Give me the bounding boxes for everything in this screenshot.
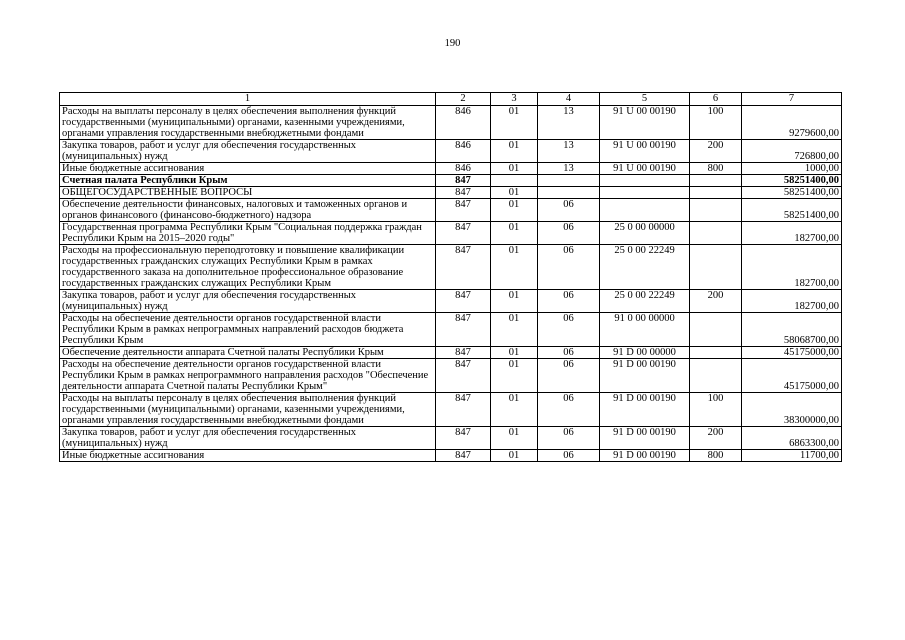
column-number: 5 (600, 93, 690, 106)
table-row (60, 313, 842, 347)
cell-csr: 91 0 00 00000 (600, 313, 690, 347)
cell-grbs: 846 (436, 163, 491, 175)
cell-grbs: 847 (436, 359, 491, 393)
cell-grbs: 847 (436, 427, 491, 450)
cell-pr: 06 (538, 393, 600, 427)
table-row (60, 393, 842, 427)
cell-amount: 58251400,00 (742, 175, 842, 187)
cell-pr (538, 187, 600, 199)
cell-pr: 06 (538, 450, 600, 462)
cell-rz: 01 (491, 140, 538, 163)
cell-rz: 01 (491, 427, 538, 450)
cell-vr: 200 (690, 427, 742, 450)
cell-amount: 1000,00 (742, 163, 842, 175)
table-row (60, 175, 842, 187)
cell-amount: 58251400,00 (742, 187, 842, 199)
cell-rz: 01 (491, 393, 538, 427)
cell-csr (600, 187, 690, 199)
cell-pr (538, 175, 600, 187)
cell-amount: 45175000,00 (742, 347, 842, 359)
cell-name: Закупка товаров, работ и услуг для обеспечения государственных (муниципальных) нужд (60, 427, 436, 450)
cell-grbs: 847 (436, 290, 491, 313)
cell-vr (690, 245, 742, 290)
cell-rz: 01 (491, 290, 538, 313)
cell-grbs: 847 (436, 393, 491, 427)
cell-pr: 13 (538, 106, 600, 140)
cell-csr: 91 U 00 00190 (600, 140, 690, 163)
budget-table (59, 92, 842, 462)
cell-name: ОБЩЕГОСУДАРСТВЕННЫЕ ВОПРОСЫ (60, 187, 436, 199)
cell-pr: 06 (538, 222, 600, 245)
cell-amount: 6863300,00 (742, 427, 842, 450)
cell-vr (690, 222, 742, 245)
cell-name: Счетная палата Республики Крым (60, 175, 436, 187)
cell-rz: 01 (491, 163, 538, 175)
page-number: 190 (444, 38, 461, 49)
table-row (60, 245, 842, 290)
table-row (60, 187, 842, 199)
cell-name: Расходы на выплаты персоналу в целях обеспечения выполнения функций государственными (муниципальными) органами, казенными учреждениями, органами управления государственными внебюджетными фондами (60, 106, 436, 140)
cell-csr: 25 0 00 00000 (600, 222, 690, 245)
cell-csr: 25 0 00 22249 (600, 290, 690, 313)
cell-amount: 11700,00 (742, 450, 842, 462)
cell-pr: 06 (538, 427, 600, 450)
cell-grbs: 847 (436, 175, 491, 187)
column-number: 2 (436, 93, 491, 106)
cell-vr: 200 (690, 140, 742, 163)
cell-amount: 58068700,00 (742, 313, 842, 347)
cell-grbs: 847 (436, 199, 491, 222)
cell-rz: 01 (491, 347, 538, 359)
column-number: 3 (491, 93, 538, 106)
table-row (60, 222, 842, 245)
cell-amount: 9279600,00 (742, 106, 842, 140)
column-number: 1 (60, 93, 436, 106)
table-row (60, 140, 842, 163)
cell-csr: 91 D 00 00000 (600, 347, 690, 359)
cell-rz (491, 175, 538, 187)
cell-amount: 58251400,00 (742, 199, 842, 222)
cell-grbs: 847 (436, 313, 491, 347)
column-number: 4 (538, 93, 600, 106)
table-row (60, 163, 842, 175)
table-row (60, 290, 842, 313)
cell-amount: 182700,00 (742, 245, 842, 290)
table-row (60, 427, 842, 450)
cell-amount: 38300000,00 (742, 393, 842, 427)
cell-rz: 01 (491, 313, 538, 347)
cell-pr: 06 (538, 290, 600, 313)
cell-vr (690, 347, 742, 359)
table-row (60, 347, 842, 359)
column-number: 7 (742, 93, 842, 106)
cell-csr: 91 U 00 00190 (600, 106, 690, 140)
cell-vr (690, 359, 742, 393)
cell-pr: 06 (538, 313, 600, 347)
cell-pr: 06 (538, 359, 600, 393)
cell-pr: 06 (538, 245, 600, 290)
cell-csr: 91 U 00 00190 (600, 163, 690, 175)
cell-rz: 01 (491, 187, 538, 199)
cell-csr: 91 D 00 00190 (600, 359, 690, 393)
cell-grbs: 847 (436, 347, 491, 359)
cell-pr: 06 (538, 347, 600, 359)
cell-grbs: 847 (436, 245, 491, 290)
column-number: 6 (690, 93, 742, 106)
table-body (60, 106, 842, 462)
cell-vr: 200 (690, 290, 742, 313)
cell-grbs: 847 (436, 222, 491, 245)
cell-pr: 13 (538, 140, 600, 163)
cell-csr: 25 0 00 22249 (600, 245, 690, 290)
table-row (60, 106, 842, 140)
cell-rz: 01 (491, 245, 538, 290)
cell-vr (690, 313, 742, 347)
cell-csr: 91 D 00 00190 (600, 427, 690, 450)
cell-name: Государственная программа Республики Крым "Социальная поддержка граждан Республики Крым на 2015–2020 годы" (60, 222, 436, 245)
cell-vr: 800 (690, 450, 742, 462)
table-row (60, 199, 842, 222)
cell-grbs: 846 (436, 106, 491, 140)
cell-amount: 45175000,00 (742, 359, 842, 393)
column-number-row (60, 93, 842, 106)
cell-vr: 800 (690, 163, 742, 175)
cell-vr (690, 199, 742, 222)
table-row (60, 359, 842, 393)
cell-name: Расходы на выплаты персоналу в целях обеспечения выполнения функций государственными (муниципальными) органами, казенными учреждениями, органами управления государственными внебюджетными фондами (60, 393, 436, 427)
cell-name: Закупка товаров, работ и услуг для обеспечения государственных (муниципальных) нужд (60, 290, 436, 313)
cell-vr: 100 (690, 106, 742, 140)
cell-csr (600, 199, 690, 222)
cell-rz: 01 (491, 222, 538, 245)
cell-pr: 13 (538, 163, 600, 175)
cell-pr: 06 (538, 199, 600, 222)
cell-vr (690, 175, 742, 187)
cell-vr (690, 187, 742, 199)
cell-rz: 01 (491, 359, 538, 393)
cell-amount: 182700,00 (742, 222, 842, 245)
cell-amount: 182700,00 (742, 290, 842, 313)
table-row (60, 450, 842, 462)
cell-name: Расходы на профессиональную переподготовку и повышение квалификации государственных гражданских служащих Республики Крым в рамках государственного заказа на дополнительное профессиональное образование государственных гражданских служащих Республики Крым (60, 245, 436, 290)
cell-rz: 01 (491, 199, 538, 222)
cell-csr (600, 175, 690, 187)
cell-csr: 91 D 00 00190 (600, 393, 690, 427)
cell-amount: 726800,00 (742, 140, 842, 163)
cell-grbs: 846 (436, 140, 491, 163)
cell-name: Расходы на обеспечение деятельности органов государственной власти Республики Крым в рамках непрограммного направления расходов "Обеспечение деятельности аппарата Счетной палаты Республики Крым" (60, 359, 436, 393)
cell-name: Иные бюджетные ассигнования (60, 163, 436, 175)
cell-name: Расходы на обеспечение деятельности органов государственной власти Республики Крым в рамках непрограммных направлений расходов бюджета Республики Крым (60, 313, 436, 347)
cell-name: Закупка товаров, работ и услуг для обеспечения государственных (муниципальных) нужд (60, 140, 436, 163)
cell-grbs: 847 (436, 187, 491, 199)
cell-name: Иные бюджетные ассигнования (60, 450, 436, 462)
cell-name: Обеспечение деятельности аппарата Счетной палаты Республики Крым (60, 347, 436, 359)
cell-csr: 91 D 00 00190 (600, 450, 690, 462)
cell-rz: 01 (491, 106, 538, 140)
cell-name: Обеспечение деятельности финансовых, налоговых и таможенных органов и органов финансового (финансово-бюджетного) надзора (60, 199, 436, 222)
cell-rz: 01 (491, 450, 538, 462)
cell-grbs: 847 (436, 450, 491, 462)
cell-vr: 100 (690, 393, 742, 427)
